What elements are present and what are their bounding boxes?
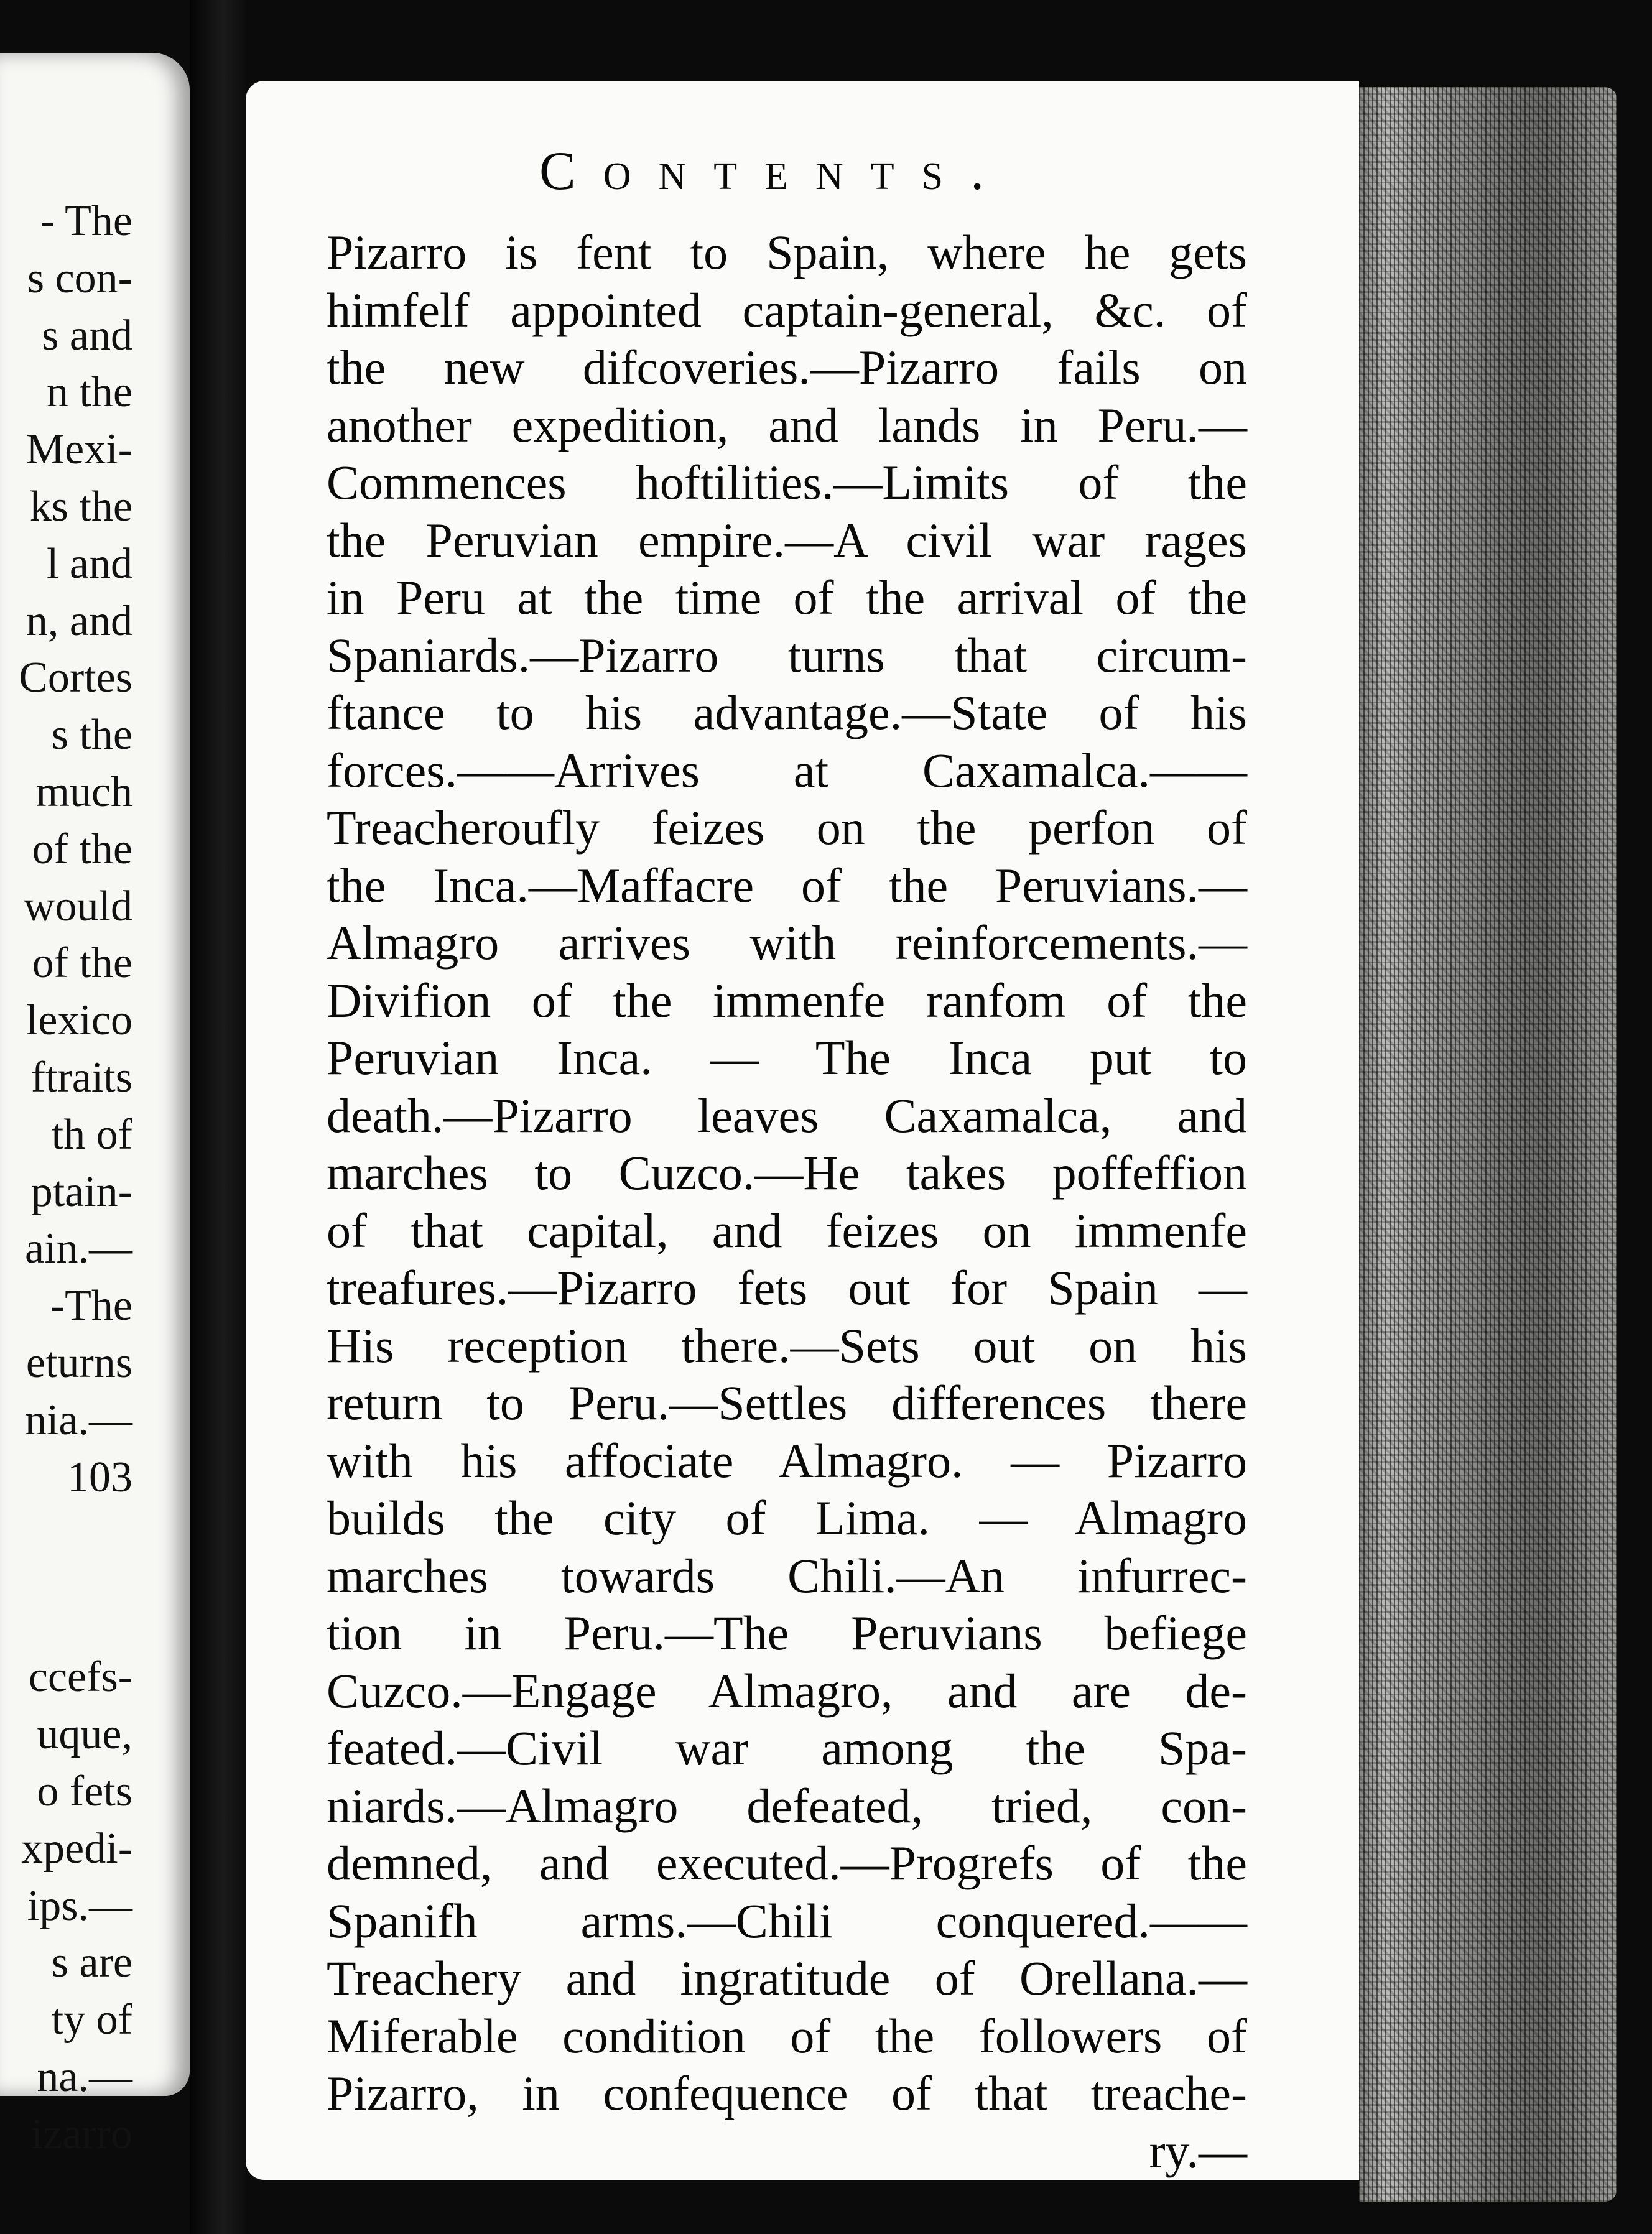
left-line: ptain- [30,1167,132,1216]
left-line: na.— [37,2052,132,2101]
left-line: s and [42,311,132,359]
left-line: s the [51,711,132,759]
left-page [0,53,190,2158]
text-line: Peruvian Inca. — The Inca put to [327,1031,1247,1085]
text-line: His reception there.—Sets out on his [327,1318,1247,1373]
text-line: tion in Peru.—The Peruvians befiege [327,1606,1247,1660]
text-line: of that capital, and feizes on immenfe [327,1203,1247,1258]
text-line-last: ry.— [1149,2123,1247,2178]
left-line: s are [51,1939,132,1987]
left-line: uque, [37,1710,132,1759]
text-line: marches to Cuzco.—He takes poffeffion [327,1146,1247,1200]
left-line: ips.— [27,1881,132,1930]
book-gutter [190,0,246,2234]
left-page-text [19,193,132,2163]
right-page [246,81,1359,2180]
text-line: himfelf appointed captain-general, &c. of [327,282,1247,337]
text-line: with his affociate Almagro. — Pizarro [327,1433,1247,1488]
left-line: - The [40,197,132,245]
left-line: ccefs- [28,1653,132,1702]
text-line: forces.——Arrives at Caxamalca.—— [327,743,1247,797]
text-line: ftance to his advantage.—State of his [327,685,1247,739]
left-page-number: 103 [67,1453,132,1501]
text-line: the Inca.—Maffacre of the Peruvians.— [327,858,1247,912]
contents-body [327,224,1247,2180]
left-line: o fets [37,1767,132,1815]
text-line: Miferable condition of the followers of [327,2008,1247,2063]
text-line: Commences hoftilities.—Limits of the [327,455,1247,509]
left-line: n the [46,368,132,417]
text-line: in Peru at the time of the arrival of the [327,570,1247,624]
left-line: -The [50,1282,132,1330]
text-line: the Peruvian empire.—A civil war rages [327,512,1247,567]
text-line: Spanifh arms.—Chili conquered.—— [327,1893,1247,1948]
left-line: ftraits [30,1053,132,1101]
text-line: death.—Pizarro leaves Caxamalca, and [327,1088,1247,1142]
text-line: Spaniards.—Pizarro turns that circum- [327,628,1247,682]
text-line: demned, and executed.—Progrefs of the [327,1836,1247,1890]
left-line: of the [32,825,132,873]
text-line: treafures.—Pizarro fets out for Spain — [327,1261,1247,1315]
left-line: s con- [27,254,132,302]
text-line: builds the city of Lima. — Almagro [327,1491,1247,1545]
text-line: Treachery and ingratitude of Orellana.— [327,1951,1247,2005]
text-line: Almagro arrives with reinforcements.— [327,915,1247,970]
page-edges-shadow [1359,87,1384,2202]
left-line: nia.— [24,1396,132,1444]
text-line: Divifion of the immenfe ranfom of the [327,973,1247,1027]
left-line: ks the [29,482,132,531]
text-line: Cuzco.—Engage Almagro, and are de- [327,1663,1247,1718]
page-edges [1359,87,1617,2202]
left-line: would [24,882,132,930]
left-line: lexico [26,996,132,1045]
left-line: ty of [51,1996,132,2044]
left-line: Cortes [19,654,132,702]
left-line: of the [32,939,132,988]
left-line: ain.— [24,1225,132,1273]
text-line: the new difcoveries.—Pizarro fails on [327,340,1247,394]
text-line: Treacheroufly feizes on the perfon of [327,800,1247,855]
text-line: feated.—Civil war among the Spa- [327,1721,1247,1775]
text-line: another expedition, and lands in Peru.— [327,397,1247,452]
text-line: Pizarro, in confequence of that treache- [327,2066,1247,2120]
text-line: marches towards Chili.—An infurrec- [327,1548,1247,1603]
left-line: much [35,767,132,816]
left-line: n, and [26,596,132,645]
page-heading: Contents. [539,141,1012,202]
left-line: th of [51,1110,132,1159]
left-page-gap [19,1506,132,1649]
left-line: eturns [26,1338,132,1387]
left-line: l and [46,539,132,588]
left-line: izarro [30,2110,132,2158]
text-line: return to Peru.—Settles differences there [327,1376,1247,1430]
left-line: xpedi- [21,1824,132,1873]
text-line: niards.—Almagro defeated, tried, con- [327,1778,1247,1833]
left-line: Mexi- [26,425,132,474]
text-line: Pizarro is fent to Spain, where he gets [327,225,1247,279]
